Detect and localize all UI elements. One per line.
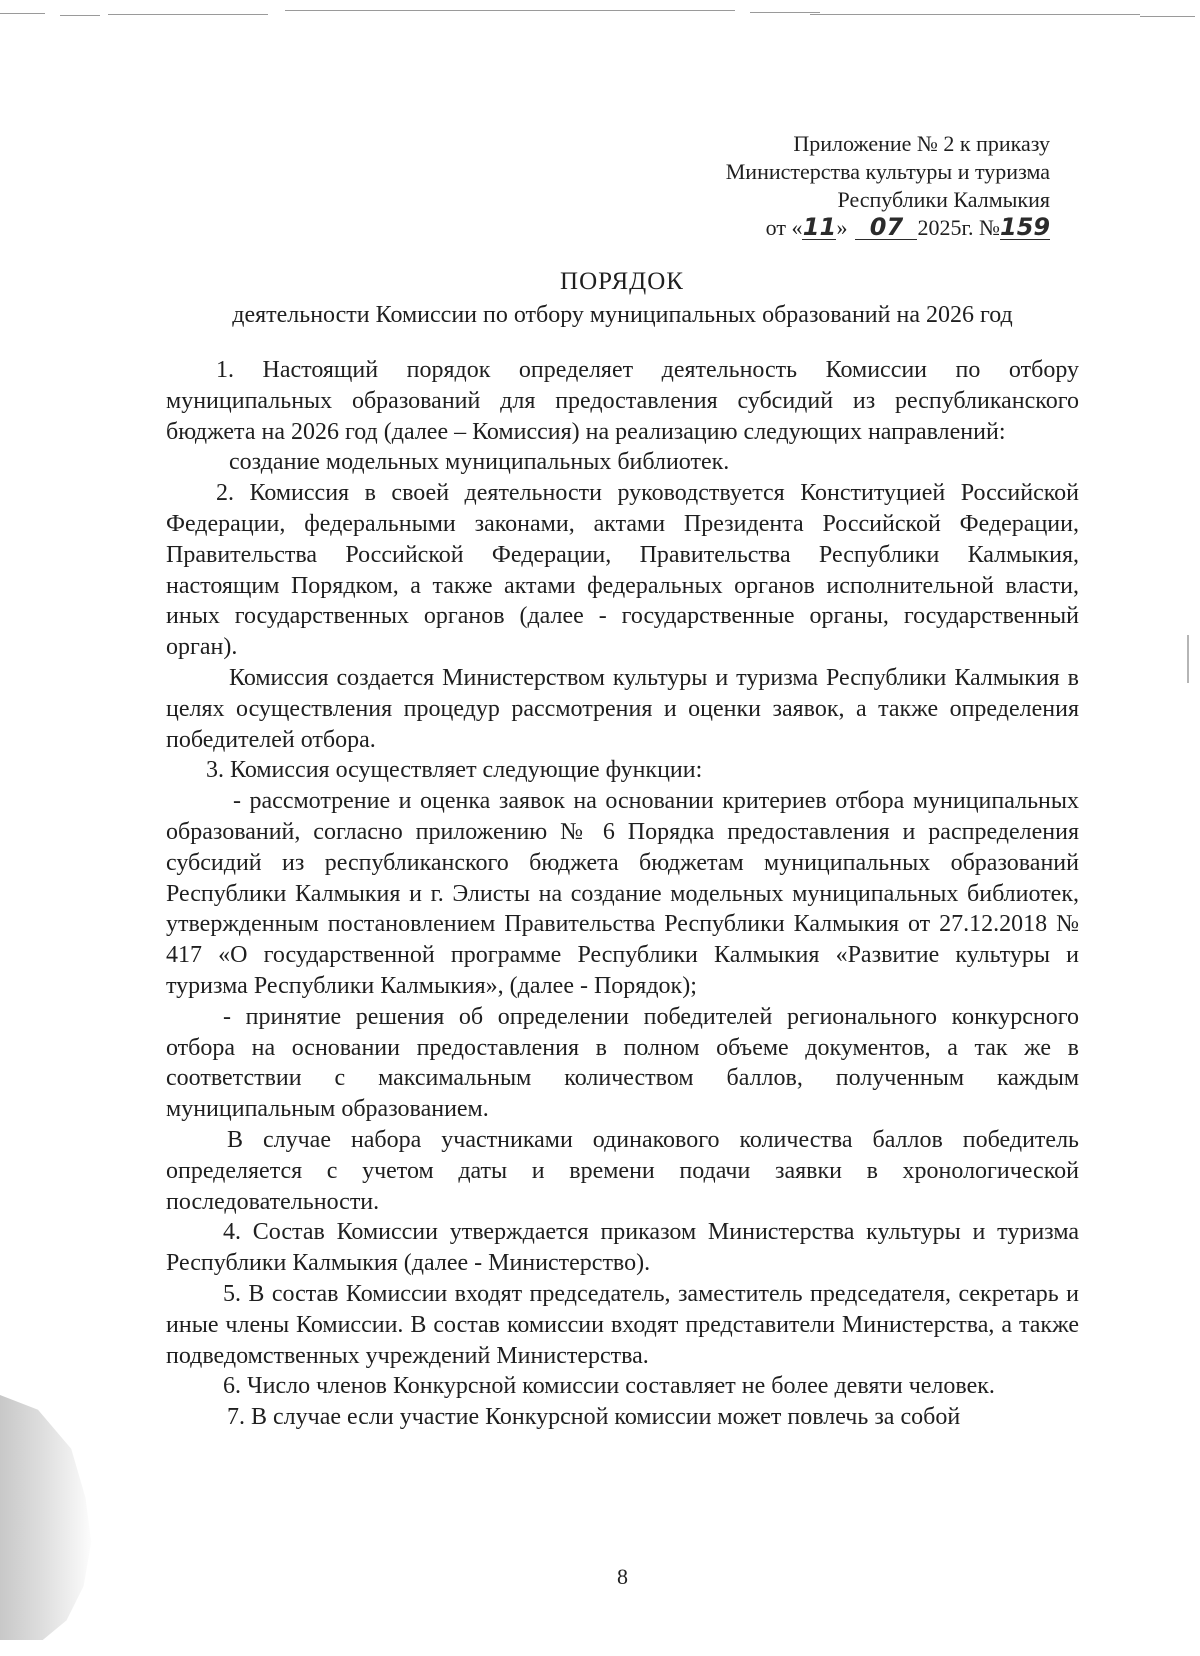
annex-line-3: Республики Калмыкия [837, 187, 1050, 212]
paragraph: 4. Состав Комиссии утверждается приказом Министерства культуры и туризма Республики Калмыкия (далее - Министерство). [166, 1219, 1079, 1277]
paragraph: - рассмотрение и оценка заявок на основании критериев отбора муниципальных образований, согласно приложению № 6 Порядка предоставления и распределения субсидий из республиканского бюджета бюджетам муниципальных образований Республики Калмыкия и г. Элисты на создание модельных муниципальных библиотек, утвержденным постановлением Правительства Республики Калмыкия от 27.12.2018 № 417 «О государственной программе Республики Калмыкия «Развитие культуры и туризма Республики Калмыкия», (далее - Порядок); [166, 788, 1079, 999]
annex-header [726, 130, 1050, 242]
document-subtitle: деятельности Комиссии по отбору муниципальных образований на 2026 год [232, 302, 1013, 328]
date-month-blank [855, 213, 917, 241]
paragraph: создание модельных муниципальных библиотек. [229, 449, 730, 476]
paragraph: 6. Число членов Конкурсной комиссии составляет не более девяти человек. [223, 1373, 995, 1400]
annex-line-2: Министерства культуры и туризма [725, 159, 1050, 184]
annex-line-1: Приложение № 2 к приказу [793, 131, 1050, 156]
page-number: 8 [617, 1564, 628, 1589]
scan-edge-line [750, 12, 820, 13]
annex-date-line [726, 214, 1050, 242]
document-title: ПОРЯДОК [560, 268, 684, 295]
date-prefix: от « [765, 215, 803, 240]
scan-edge-line [810, 14, 1140, 15]
date-year-text: 2025г. № [917, 215, 1000, 240]
paragraph: Комиссия создается Министерством культуры и туризма Республики Калмыкия в целях осуществления процедур рассмотрения и оценки заявок, а также определения победителей отбора. [166, 664, 1079, 753]
scan-edge-line [285, 10, 735, 11]
date-quote-close: » [836, 215, 848, 240]
paragraph: 7. В случае если участие Конкурсной комиссии может повлечь за собой [227, 1404, 961, 1431]
scan-margin-mark [1187, 635, 1189, 683]
paragraph: 2. Комиссия в своей деятельности руководствуется Конституцией Российской Федерации, федеральными законами, актами Президента Российской Федерации, Правительства Российской Федерации, Правительства Республики Калмыкия, настоящим Порядком, а также актами федеральных органов исполнительной власти, иных государственных органов (далее - государственные органы, государственный орган). [166, 480, 1079, 661]
scan-edge-line [108, 14, 268, 15]
paragraph: - принятие решения об определении победителей регионального конкурсного отбора на основании предоставления в полном объеме документов, а так же в соответствии с максимальным количеством баллов, полученным каждым муниципальным образованием. [166, 1003, 1079, 1123]
date-day-blank [802, 213, 837, 241]
document-body [166, 355, 1079, 1433]
scan-shadow [0, 1395, 95, 1640]
paragraph: В случае набора участниками одинакового количества баллов победитель определяется с учетом даты и времени подачи заявки в хронологической последовательности. [166, 1126, 1079, 1215]
scan-edge-line [60, 15, 100, 16]
date-month: 07 [869, 213, 904, 241]
paragraph: 3. Комиссия осуществляет следующие функции: [206, 757, 703, 784]
scan-edge-line [0, 13, 45, 14]
order-number: 159 [1000, 213, 1051, 241]
scan-edge-line [1140, 16, 1195, 17]
paragraph: 1. Настоящий порядок определяет деятельность Комиссии по отбору муниципальных образований для предоставления субсидий из республиканского бюджета на 2026 год (далее – Комиссия) на реализацию следующих направлений: [166, 357, 1079, 445]
order-number-blank [1000, 213, 1051, 241]
date-day: 11 [802, 213, 837, 241]
paragraph: 5. В состав Комиссии входят председатель, заместитель председателя, секретарь и иные члены Комиссии. В состав комиссии входят представители Министерства, а также подведомственных учреждений Министерства. [166, 1280, 1079, 1369]
